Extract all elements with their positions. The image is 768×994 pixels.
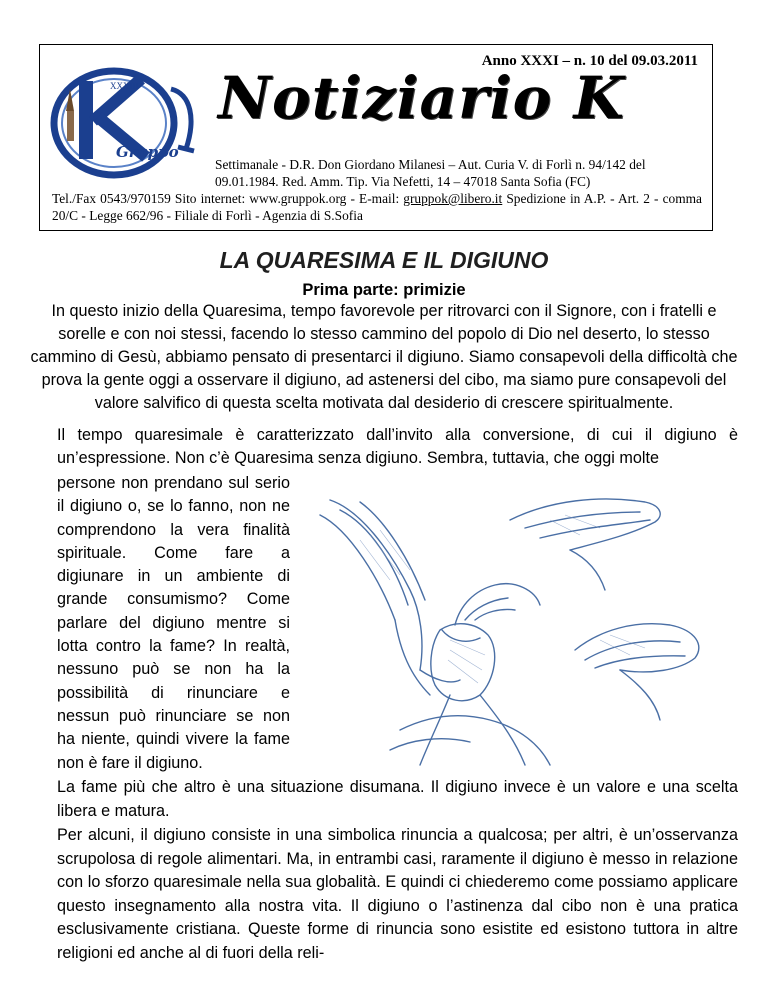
issue-line: Anno XXXI – n. 10 del 09.03.2011 <box>481 53 698 69</box>
email-link[interactable]: gruppok@libero.it <box>403 191 503 206</box>
contact-text-end: Spedizione in A.P. - Art. 2 - comma 20/C - Legge 662/96 - Filiale di Forlì - Agenzia di S.Sofia <box>52 191 702 223</box>
article-subtitle: Prima parte: primizie <box>302 281 466 299</box>
article-title: LA QUARESIMA E IL DIGIUNO <box>219 247 549 273</box>
intro-paragraph: In questo inizio della Quaresima, tempo favorevole per ritrovarci con il Signore, con i fratelli e sorelle e con noi stessi, facendo lo stesso cammino del popolo di Dio nel deserto, lo stesso cammino di Gesù, abbiamo pensato di presentarci il digiuno. Siamo consapevoli della difficoltà che prova la gente oggi a osservare il digiuno, ad astenersi del cibo, ma siamo pure consapevoli del valore salvifico di questa scelta motivata dal desiderio di crescere spiritualmente. <box>30 302 738 412</box>
paragraph-2: La fame più che altro è una situazione disumana. Il digiuno invece è un valore e una scelta libera e matura. <box>57 778 738 820</box>
publication-info: Settimanale - D.R. Don Giordano Milanesi – Aut. Curia V. di Forlì n. 94/142 del 09.01.1984. Red. Amm. Tip. Via Nefetti, 14 – 47018 Santa Sofia (FC) <box>215 157 646 189</box>
newsletter-title: Notiziario K <box>218 64 625 132</box>
contact-text: Tel./Fax 0543/970159 Sito internet: www.gruppok.org - E-mail: <box>52 191 404 206</box>
logo-small-text: XXXIII <box>110 81 139 91</box>
gruppo-k-logo-icon <box>46 59 216 179</box>
paragraph-1: Il tempo quaresimale è caratterizzato dall’invito alla conversione, di cui il digiuno è un’espressione. Non c’è Quaresima senza digiuno. Sembra, tuttavia, che oggi molte <box>57 426 738 468</box>
masthead <box>39 44 713 231</box>
logo-text: Gruppo <box>116 143 179 161</box>
praying-hands-sketch-icon <box>300 480 715 768</box>
contact-info <box>52 190 702 224</box>
paragraph-1-wrap: persone non prendano sul serio il digiuno o, se lo fanno, non ne comprendono la vera finalità spirituale. Come fare a digiunare in un ambiente di grande consumismo? Come parlare del digiuno mentre si lotta contro la fame? In realtà, nessuno può se non ha la possibilità di rinunciare e nessun può rinunciare se non ha niente, quindi vivere la fame non è fare il digiuno. <box>57 474 290 772</box>
paragraph-3: Per alcuni, il digiuno consiste in una simbolica rinuncia a qualcosa; per altri, è un’osservanza scrupolosa di regole alimentari. Ma, in entrambi casi, raramente il digiuno è messo in relazione con lo sforzo quaresimale nella sua globalità. E quindi ci chiederemo come possiamo applicare questo insegnamento alla nostra vita. Il digiuno o l’astinenza dal cibo non è una pratica esclusivamente cristiana. Queste forme di rinuncia sono esistite ed esistono tuttora in altre religioni ed anche al di fuori della reli- <box>57 826 738 962</box>
